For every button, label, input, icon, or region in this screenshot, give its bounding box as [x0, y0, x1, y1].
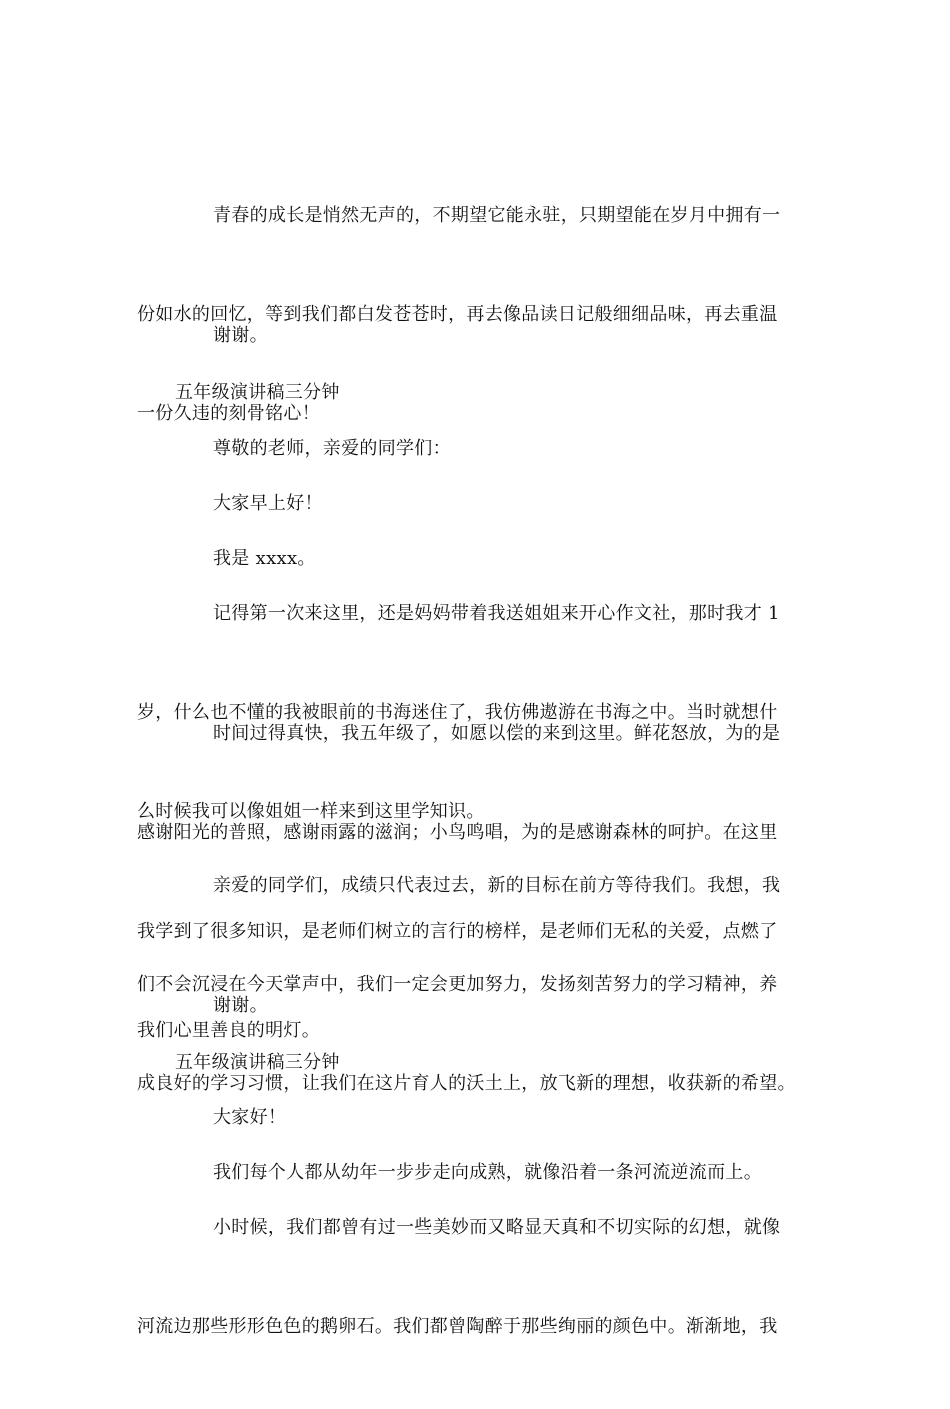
paragraph-line: 我们每个人都从幼年一步步走向成熟，就像沿着一条河流逆流而上。 — [213, 1162, 762, 1183]
paragraph-line: 我们心里善良的明灯。 — [137, 1020, 320, 1041]
heading-text: 五年级演讲稿三分钟 — [175, 382, 340, 403]
paragraph-line: 尊敬的老师，亲爱的同学们： — [213, 438, 451, 459]
paragraph-childhood — [137, 1145, 809, 1409]
paragraph-line: 我学到了很多知识，是老师们树立的言行的榜样，是老师们无私的关爱，点燃了 — [137, 921, 778, 942]
paragraph-line: 亲爱的同学们，成绩只代表过去，新的目标在前方等待我们。我想，我 — [213, 875, 781, 896]
paragraph-line: 谢谢。 — [213, 995, 268, 1016]
paragraph-line: 大家好！ — [213, 1107, 287, 1128]
paragraph-line: 青春的成长是悄然无声的，不期望它能永驻，只期望能在岁月中拥有一 — [213, 205, 781, 226]
paragraph-line: 份如水的回忆，等到我们都白发苍苍时，再去像品读日记般细细品味，再去重温 — [137, 304, 778, 325]
paragraph-line: 我是 xxxx。 — [213, 548, 316, 569]
paragraph-line: 小时候，我们都曾有过一些美妙而又略显天真和不切实际的幻想，就像 — [213, 1217, 781, 1238]
heading-text: 五年级演讲稿三分钟 — [175, 1052, 340, 1073]
paragraph-line: 成良好的学习习惯，让我们在这片育人的沃土上，放飞新的理想，收获新的希望。 — [137, 1073, 796, 1094]
paragraph-line: 谢谢。 — [213, 325, 268, 346]
paragraph-line: 河流边那些形形色色的鹅卵石。我们都曾陶醉于那些绚丽的颜色中。渐渐地，我 — [137, 1316, 778, 1337]
paragraph-line: 记得第一次来这里，还是妈妈带着我送姐姐来开心作文社，那时我才 1 — [213, 603, 780, 624]
paragraph-line: 岁，什么也不懂的我被眼前的书海迷住了，我仿佛遨游在书海之中。当时就想什 — [137, 702, 778, 723]
paragraph-line: 感谢阳光的普照，感谢雨露的滋润；小鸟鸣唱，为的是感谢森林的呵护。在这里 — [137, 822, 778, 843]
paragraph-line: 时间过得真快，我五年级了，如愿以偿的来到这里。鲜花怒放，为的是 — [213, 723, 781, 744]
paragraph-line: 大家早上好！ — [213, 493, 323, 514]
paragraph-line: 们不会沉浸在今天掌声中，我们一定会更加努力，发扬刻苦努力的学习精神，养 — [137, 974, 778, 995]
paragraph-line: 么时候我可以像姐姐一样来到这里学知识。 — [137, 801, 485, 822]
paragraph-line: 一份久违的刻骨铭心！ — [137, 403, 320, 424]
